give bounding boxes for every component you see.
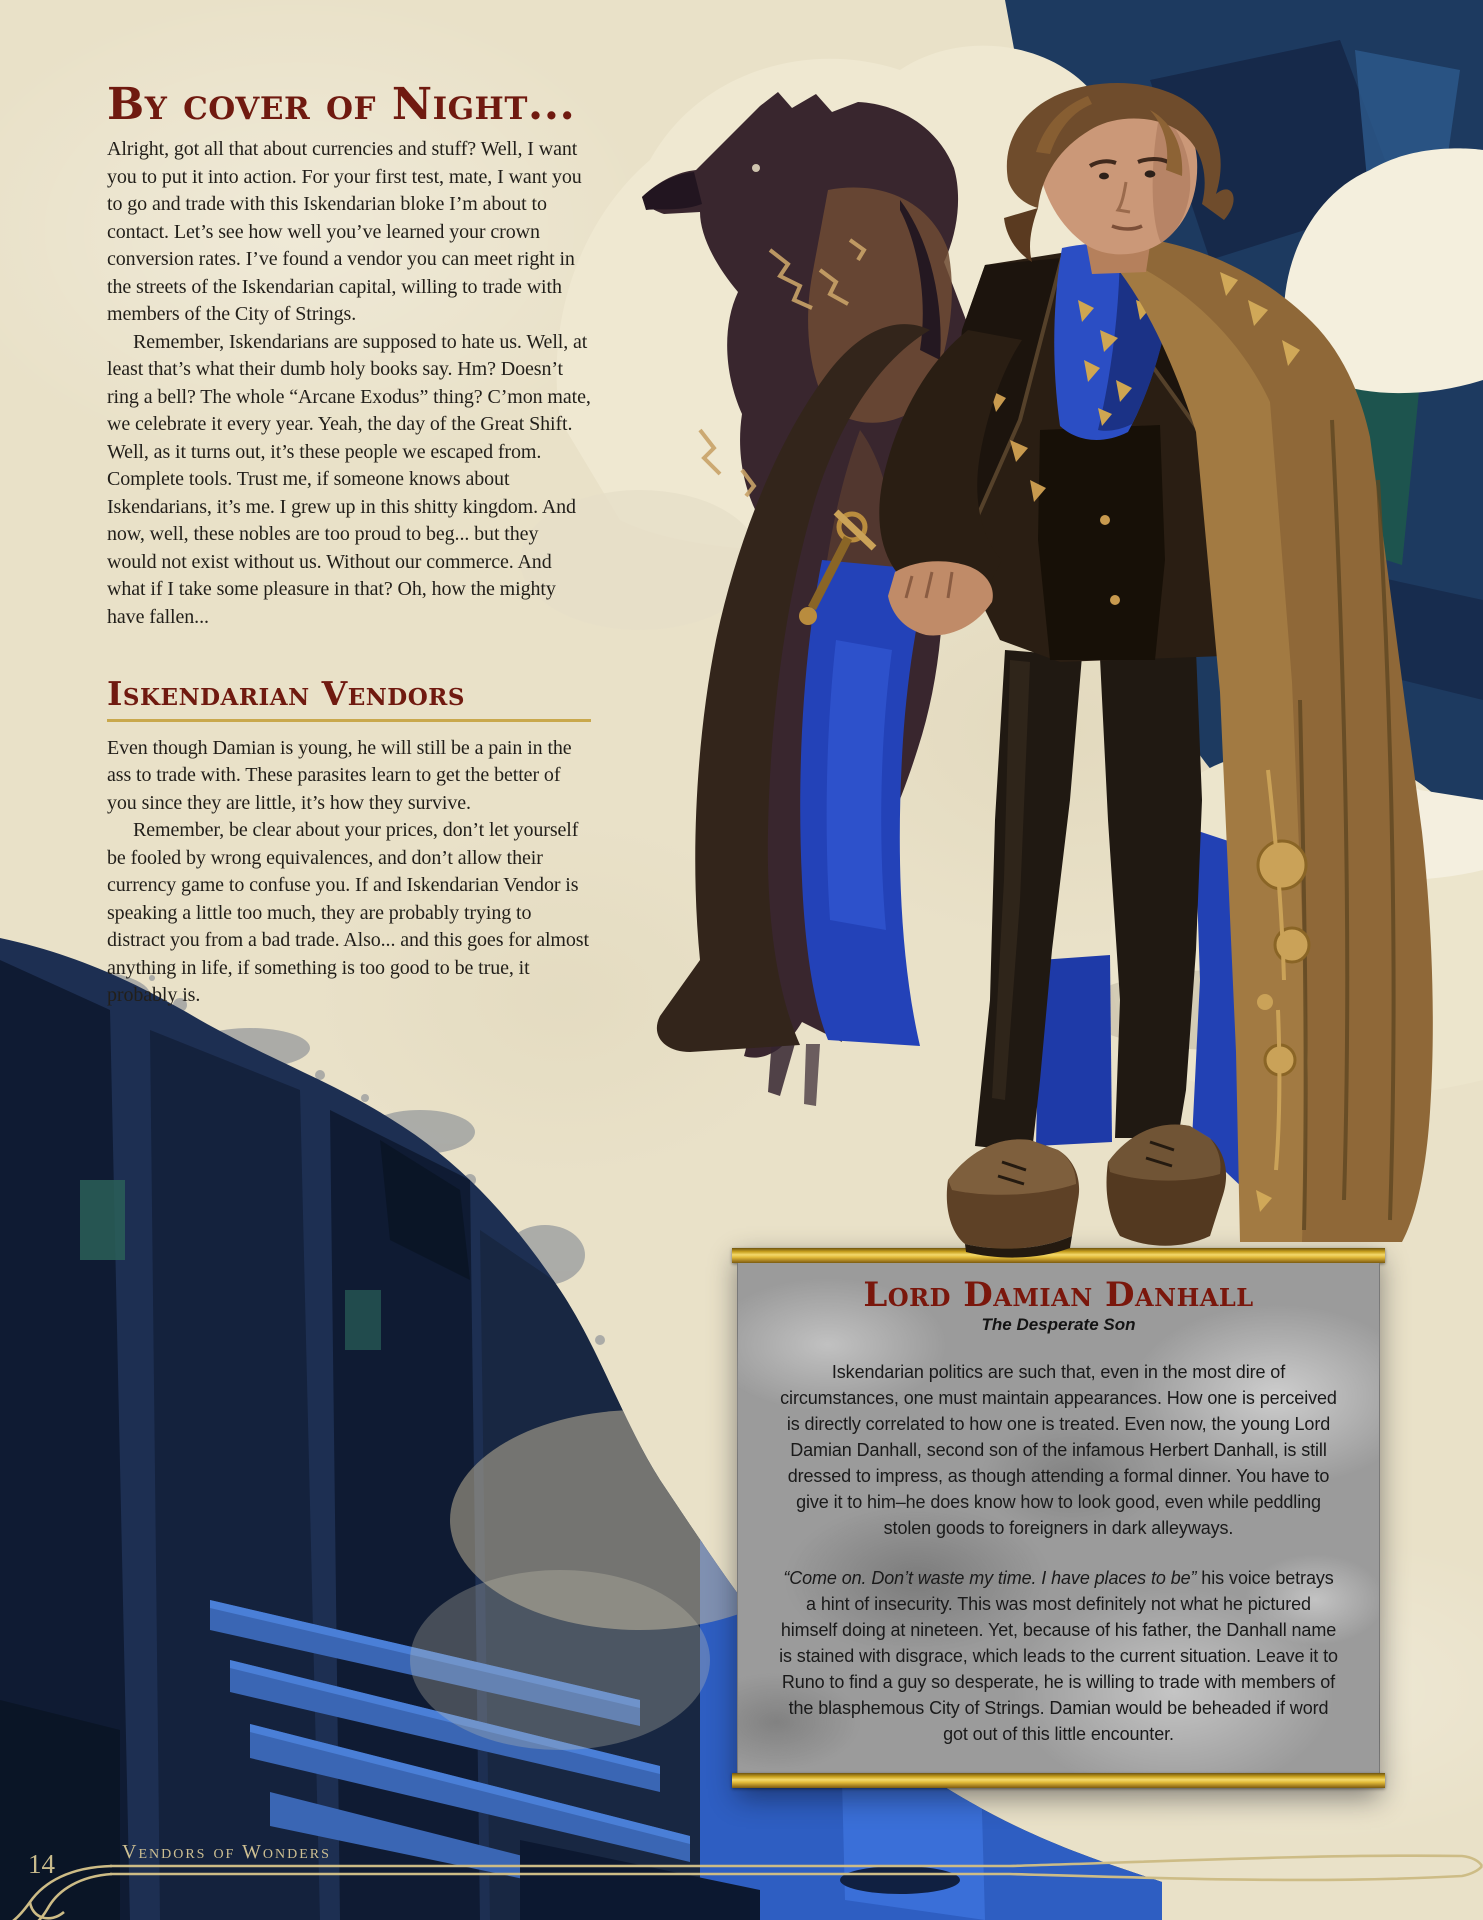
section-heading-by-cover-of-night: By cover of Night... [107, 79, 576, 130]
body-paragraph: Remember, Iskendarians are supposed to hate us. Well, at least that’s what their dumb holy books say. Hm? Doesn’t ring a bell? The whole “Arcane Exodus” thing? C’mon mate, we celebrate it every year. Yeah, the day of the Great Shift. Well, as it turns out, it’s these people we escaped from. Complete tools. Trust me, if someone knows about Iskendarians, it’s me. I grew up in this shitty kingdom. And now, well, these nobles are too proud to beg... but they would not exist without us. Without our commerce. And what if I take some pleasure in that? Oh, how the mighty have fallen... [107, 330, 591, 628]
body-paragraph: Remember, be clear about your prices, don’t let yourself be fooled by wrong equivalences, and don’t allow their currency game to confuse you. If and Iskendarian Vendor is speaking a little too much, they are probably trying to distract you from a bad trade. Also... and this goes for almost anything in life, if something is too good to be true, it probably is. [107, 819, 589, 1007]
statblock-paragraph: Iskendarian politics are such that, even in the most dire of circumstances, one must maintain appearances. How one is perceived is directly correlated to how one is treated. Even now, the young Lord Damian Danhall, second son of the infamous Herbert Danhall, is still dressed to impress, as though attending a formal dinner. You have to give it to him–he does know how to look good, even while peddling stolen goods to foreigners in dark alleyways. [780, 1362, 1337, 1539]
page-number: 14 [28, 1849, 55, 1879]
statblock-paragraph [778, 1565, 1339, 1747]
body-paragraph: Even though Damian is young, he will still be a pain in the ass to trade with. These parasites learn to get the better of you since they are little, it’s how they survive. [107, 736, 572, 814]
sword-pommel [799, 607, 817, 625]
section-heading-iskendarian-vendors: Iskendarian Vendors [107, 674, 465, 714]
statblock-title: Lord Damian Danhall [863, 1275, 1254, 1315]
statblock-quote-continuation: his voice betrays a hint of insecurity. This was most definitely not what he pictured himself doing at nineteen. Yet, because of his father, the Danhall name is stained with disgrace, which leads to the current situation. Leave it to Runo to find a guy so desperate, he is willing to trade with members of the blasphemous City of Strings. Damian would be beheaded if word got out of this little encounter. [779, 1568, 1338, 1745]
statblock-body [737, 1263, 1380, 1773]
statblock-bottom-bar [732, 1773, 1385, 1788]
footer-book-title: Vendors of Wonders [122, 1841, 331, 1863]
statblock-lord-damian [737, 1248, 1380, 1788]
text-column [107, 79, 591, 1010]
section-divider-rule [107, 719, 591, 722]
statblock-quote: “Come on. Don’t waste my time. I have places to be” [783, 1568, 1197, 1589]
statblock-subtitle: The Desperate Son [981, 1315, 1136, 1335]
body-paragraph: Alright, got all that about currencies and stuff? Well, I want you to put it into action. For your first test, mate, I want you to go and trade with this Iskendarian bloke I’m about to contact. Let’s see how well you’ve learned your crown conversion rates. I’ve found a vendor you can meet right in the streets of the Iskendarian capital, willing to trade with members of the City of Strings. [107, 138, 582, 326]
